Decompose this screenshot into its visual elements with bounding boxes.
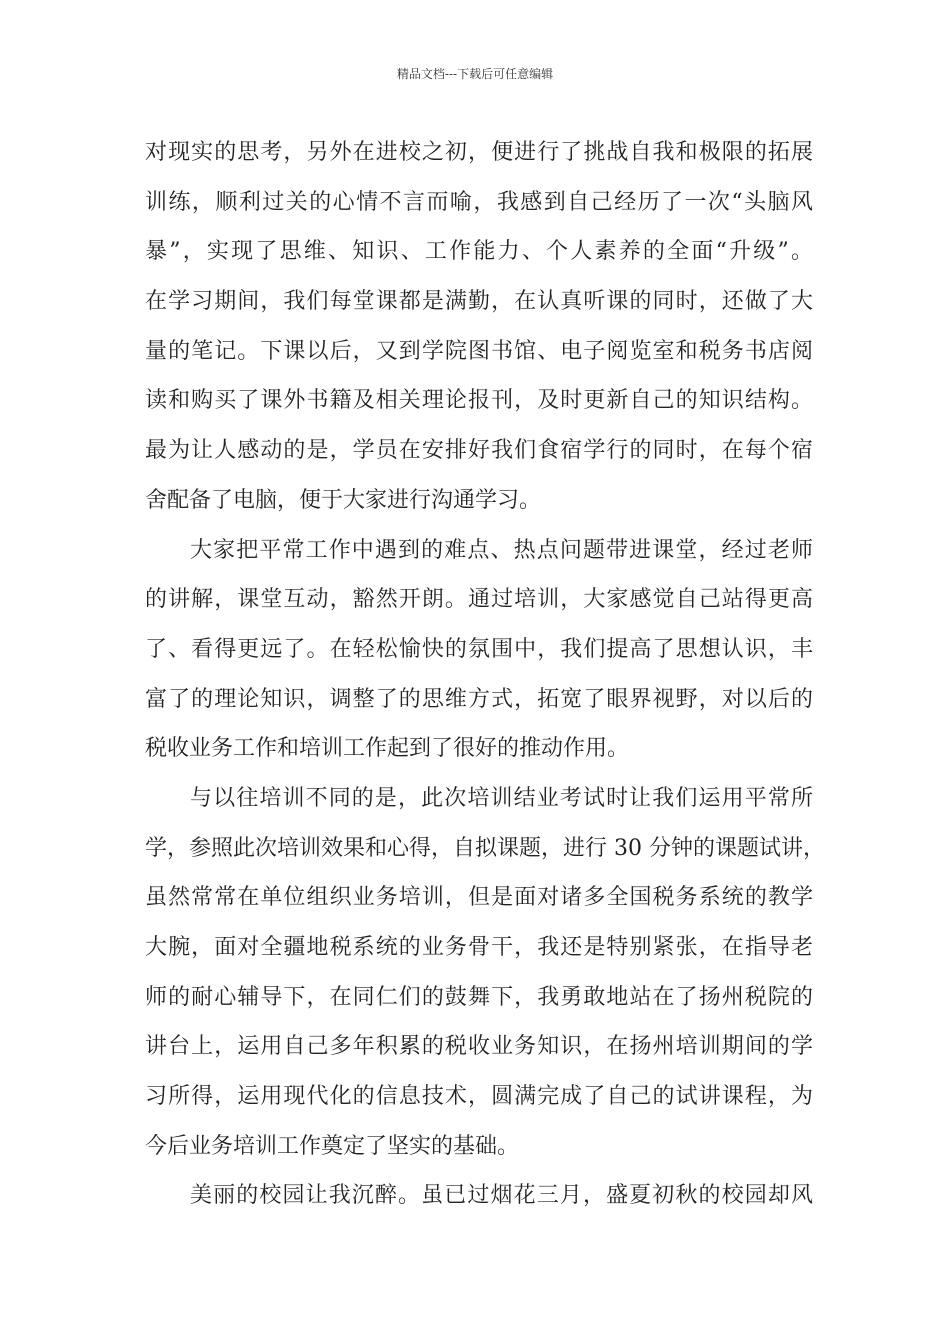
text-line: 美丽的校园让我沉醉。虽已过烟花三月，盛夏初秋的校园却风: [190, 1183, 813, 1209]
text-line: 富了的理论知识，调整了的思维方式，拓宽了眼界视野，对以后的: [145, 686, 813, 712]
text-line: 量的笔记。下课以后，又到学院图书馆、电子阅览室和税务书店阅: [145, 338, 813, 364]
text-line: 师的耐心辅导下，在同仁们的鼓舞下，我勇敢地站在了扬州税院的: [145, 984, 813, 1010]
text-line: 今后业务培训工作奠定了坚实的基础。: [145, 1133, 520, 1159]
text-line: 对现实的思考，另外在进校之初，便进行了挑战自我和极限的拓展: [145, 140, 813, 165]
text-line: 读和购买了课外书籍及相关理论报刊，及时更新自己的知识结构。: [145, 388, 813, 414]
text-line: 大家把平常工作中遇到的难点、热点问题带进课堂，经过老师: [190, 537, 813, 563]
text-line: 暴”，实现了思维、知识、工作能力、个人素养的全面“升级”。: [145, 239, 813, 265]
text-line: 在学习期间，我们每堂课都是满勤，在认真听课的同时，还做了大: [145, 289, 813, 315]
text-line: 讲台上，运用自己多年积累的税收业务知识，在扬州培训期间的学: [145, 1034, 813, 1060]
text-line: 税收业务工作和培训工作起到了很好的推动作用。: [145, 736, 630, 762]
text-line: 的讲解，课堂互动，豁然开朗。通过培训，大家感觉自己站得更高: [145, 587, 813, 613]
text-line: 训练，顺利过关的心情不言而喻，我感到自己经历了一次“头脑风: [145, 189, 813, 215]
text-line: 舍配备了电脑，便于大家进行沟通学习。: [145, 487, 542, 513]
text-line: 虽然常常在单位组织业务培训，但是面对诸多全国税务系统的教学: [145, 885, 813, 911]
page-header: 精品文档---下载后可任意编辑: [396, 67, 554, 81]
text-line: 最为让人感动的是，学员在安排好我们食宿学行的同时，在每个宿: [145, 438, 813, 464]
text-line: 了、看得更远了。在轻松愉快的氛围中，我们提高了思想认识，丰: [145, 636, 813, 662]
text-line: 习所得，运用现代化的信息技术，圆满完成了自己的试讲课程，为: [145, 1084, 813, 1110]
text-line: 学，参照此次培训效果和心得，自拟课题，进行 30 分钟的课题试讲，: [145, 835, 825, 861]
text-line: 与以往培训不同的是，此次培训结业考试时让我们运用平常所: [190, 785, 813, 811]
text-line: 大腕，面对全疆地税系统的业务骨干，我还是特别紧张，在指导老: [145, 935, 813, 960]
document-body: [145, 128, 825, 1221]
